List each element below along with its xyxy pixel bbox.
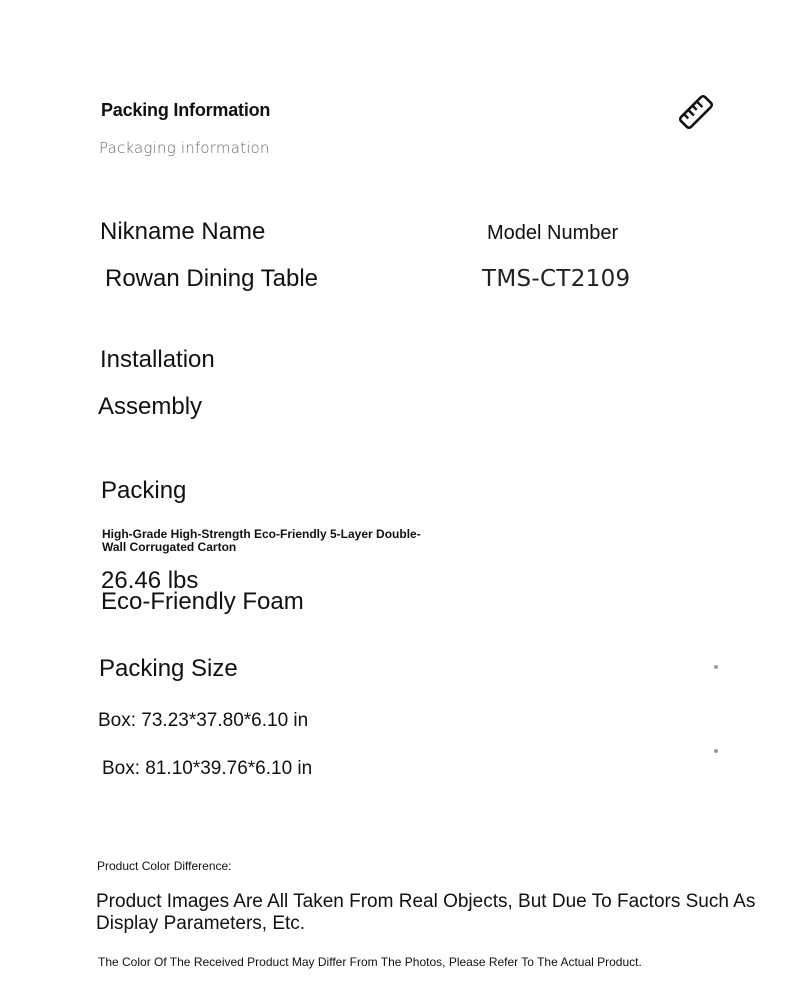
bullet-dot bbox=[714, 749, 718, 753]
color-notice-footer: The Color Of The Received Product May Differ From The Photos, Please Refer To The Actual Product. bbox=[98, 955, 642, 969]
box-size-1: Box: 73.23*37.80*6.10 in bbox=[98, 710, 309, 731]
ruler-icon bbox=[677, 93, 715, 131]
page-title: Packing Information bbox=[101, 100, 271, 120]
packing-weight: 26.46 lbs bbox=[101, 567, 199, 594]
packing-label: Packing bbox=[101, 477, 187, 504]
color-notice-body: Product Images Are All Taken From Real Objects, But Due To Factors Such As Display Parameters, Etc. bbox=[96, 891, 756, 934]
model-number-label: Model Number bbox=[487, 222, 619, 244]
bullet-dot bbox=[714, 665, 718, 669]
packing-size-label: Packing Size bbox=[99, 655, 238, 682]
page-subtitle: Packaging information bbox=[99, 139, 270, 157]
color-notice-title: Product Color Difference: bbox=[97, 859, 232, 873]
packing-description: High-Grade High-Strength Eco-Friendly 5-Layer Double-Wall Corrugated Carton bbox=[102, 527, 421, 554]
product-name-label: Nikname Name bbox=[100, 218, 266, 245]
box-size-2: Box: 81.10*39.76*6.10 in bbox=[102, 758, 313, 779]
packing-foam: Eco-Friendly Foam bbox=[101, 588, 304, 615]
model-number-value: TMS-CT2109 bbox=[482, 266, 631, 292]
installation-label: Installation bbox=[100, 346, 215, 373]
installation-value: Assembly bbox=[98, 393, 203, 420]
product-name-value: Rowan Dining Table bbox=[105, 265, 319, 292]
